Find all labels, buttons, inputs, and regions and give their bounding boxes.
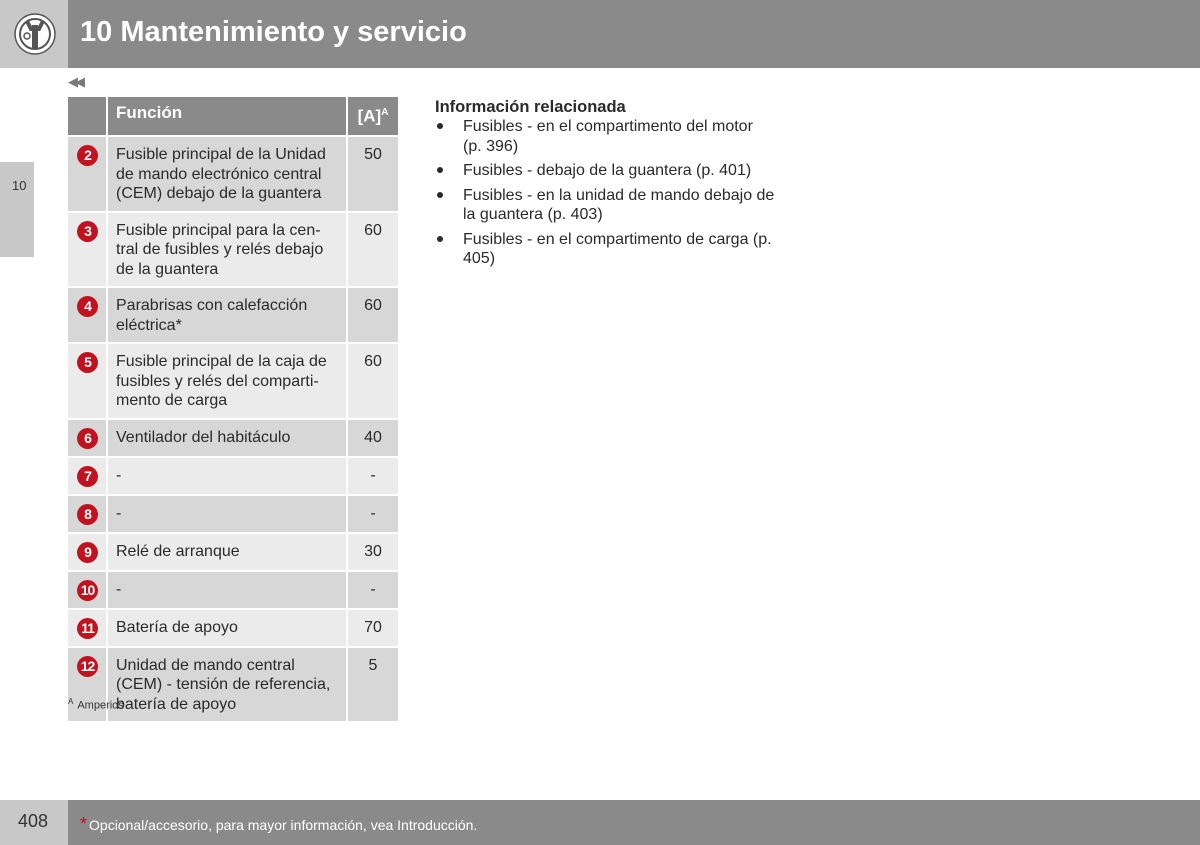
amperage-cell: 60 [348,288,400,344]
fuse-table-body [68,137,400,723]
fuse-number-badge: 2 [77,145,98,166]
row-number-cell [68,572,108,610]
amperes-label: [A] [357,106,382,126]
footer-note-text: Opcional/accesorio, para mayor información, vea Introducción. [89,817,478,833]
header-blank-cell [68,97,108,137]
fuse-number-badge: 9 [77,542,98,563]
table-row [68,610,400,648]
chapter-tab-number: 10 [12,178,27,193]
related-link[interactable]: Fusibles - en el compartimento de carga (p. 405) [435,230,775,269]
amperage-cell: 50 [348,137,400,213]
table-row [68,344,400,420]
fuse-number-badge: 5 [77,352,98,373]
function-cell: Parabrisas con calefacción eléctrica* [108,288,348,344]
table-row [68,213,400,289]
function-cell: Unidad de mando central (CEM) - tensión de referencia, batería de apoyo [108,648,348,724]
fuse-number-badge: 8 [77,504,98,525]
related-link[interactable]: Fusibles - debajo de la guantera (p. 401) [435,161,775,181]
footer-note [80,814,477,835]
amperage-cell: - [348,496,400,534]
fuse-number-badge: 10 [77,580,98,601]
related-heading: Información relacionada [435,98,626,116]
function-cell: - [108,458,348,496]
table-row [68,137,400,213]
related-link[interactable]: Fusibles - en el compartimento del motor (p. 396) [435,117,775,156]
page-number: 408 [18,811,49,831]
table-row [68,534,400,572]
function-cell: Batería de apoyo [108,610,348,648]
row-number-cell [68,344,108,420]
header-icon-box [0,0,68,68]
row-number-cell [68,534,108,572]
amperage-cell: 40 [348,420,400,458]
table-row [68,496,400,534]
row-number-cell [68,458,108,496]
row-number-cell [68,213,108,289]
page-title: 10 Mantenimiento y servicio [80,16,467,48]
amperage-cell: 5 [348,648,400,724]
table-footnote [68,697,124,712]
double-left-arrow-icon[interactable]: ◀◀ [68,74,82,89]
function-cell: - [108,496,348,534]
column-header-amperes [348,97,400,137]
table-row [68,288,400,344]
row-number-cell [68,420,108,458]
amperage-cell: 60 [348,213,400,289]
table-row [68,458,400,496]
row-number-cell [68,648,108,724]
fuse-number-badge: 6 [77,428,98,449]
fuse-number-badge: 4 [77,296,98,317]
function-cell: - [108,572,348,610]
fuse-number-badge: 12 [77,656,98,677]
amperage-cell: 30 [348,534,400,572]
row-number-cell [68,137,108,213]
related-info [435,97,775,274]
row-number-cell [68,496,108,534]
function-cell: Fusible principal de la Unidad de mando electrónico central (CEM) debajo de la guantera [108,137,348,213]
amperage-cell: - [348,458,400,496]
fuse-number-badge: 11 [77,618,98,639]
wrench-icon [14,13,56,55]
row-number-cell [68,610,108,648]
function-cell: Fusible principal para la cen-tral de fusibles y relés debajo de la guantera [108,213,348,289]
column-header-function: Función [108,97,348,137]
footnote-mark: A [68,697,74,706]
function-cell: Ventilador del habitáculo [108,420,348,458]
table-row [68,420,400,458]
function-cell: Fusible principal de la caja de fusibles y relés del comparti-mento de carga [108,344,348,420]
amperage-cell: 60 [348,344,400,420]
row-number-cell [68,288,108,344]
amperes-footnote-mark: A [381,107,389,118]
amperage-cell: 70 [348,610,400,648]
related-link[interactable]: Fusibles - en la unidad de mando debajo de la guantera (p. 403) [435,186,775,225]
footnote-text: Amperios [77,699,124,712]
fuse-table [68,97,400,723]
related-list [435,117,775,269]
table-row [68,648,400,724]
optional-star: * [80,814,88,834]
chapter-tab[interactable] [0,162,34,257]
amperage-cell: - [348,572,400,610]
fuse-number-badge: 3 [77,221,98,242]
fuse-number-badge: 7 [77,466,98,487]
table-row [68,572,400,610]
function-cell: Relé de arranque [108,534,348,572]
